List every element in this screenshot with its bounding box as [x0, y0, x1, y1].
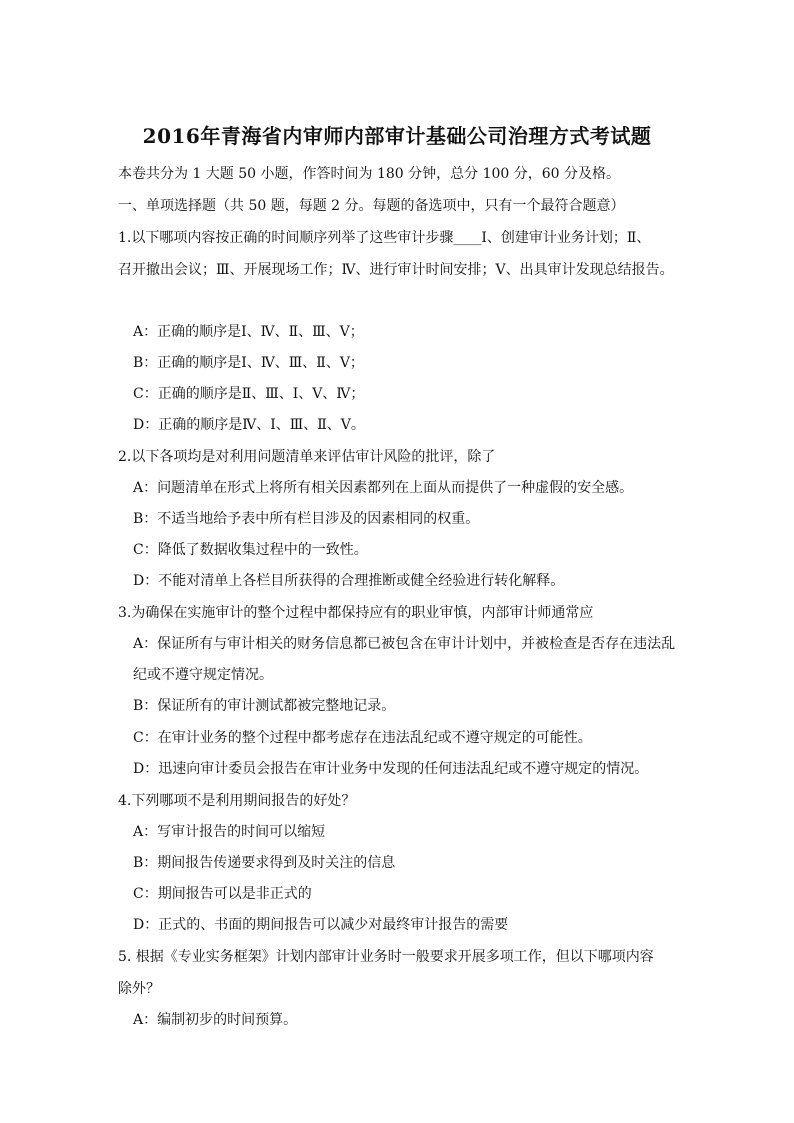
question-4-option-d: D：正式的、书面的期间报告可以减少对最终审计报告的需要: [133, 917, 509, 933]
question-1-option-b: B：正确的顺序是Ⅰ、Ⅳ、Ⅲ、Ⅱ、Ⅴ；: [133, 355, 364, 371]
question-2-option-c: C：降低了数据收集过程中的一致性。: [133, 542, 368, 558]
question-3-stem: 3.为确保在实施审计的整个过程中都保持应有的职业审慎，内部审计师通常应: [118, 605, 594, 621]
question-4-option-a: A：写审计报告的时间可以缩短: [133, 824, 326, 840]
question-5-stem-line-2: 除外？: [118, 981, 160, 997]
question-1-option-d: D：正确的顺序是Ⅳ、Ⅰ、Ⅲ、Ⅱ、Ⅴ。: [133, 417, 365, 433]
question-1-option-a: A：正确的顺序是Ⅰ、Ⅳ、Ⅱ、Ⅲ、Ⅴ；: [133, 324, 364, 340]
question-3-option-c: C：在审计业务的整个过程中都考虑存在违法乱纪或不遵守规定的可能性。: [133, 730, 592, 746]
question-2-option-a: A：问题清单在形式上将所有相关因素都列在上面从而提供了一种虚假的安全感。: [133, 480, 634, 496]
question-2-stem: 2.以下各项均是对利用问题清单来评估审计风险的批评，除了: [118, 449, 496, 465]
question-4-option-b: B：期间报告传递要求得到及时关注的信息: [133, 855, 396, 871]
question-2-option-b: B：不适当地给予表中所有栏目涉及的因素相同的权重。: [133, 511, 480, 527]
question-1-option-c: C：正确的顺序是Ⅱ、Ⅲ、Ⅰ、Ⅴ、Ⅳ；: [133, 386, 365, 402]
question-3-option-b: B：保证所有的审计测试都被完整地记录。: [133, 698, 396, 714]
question-1-stem-line-1: 1.以下哪项内容按正确的时间顺序列举了这些审计步骤____Ⅰ、创建审计业务计划；Ⅱ、: [118, 230, 651, 246]
question-5-stem-line-1: 5. 根据《专业实务框架》计划内部审计业务时一般要求开展多项工作，但以下哪项内容: [118, 949, 654, 965]
question-2-option-d: D：不能对清单上各栏目所获得的合理推断或健全经验进行转化解释。: [133, 573, 565, 589]
document-title: 2016年青海省内审师内部审计基础公司治理方式考试题: [142, 124, 652, 148]
question-3-option-a: A：保证所有与审计相关的财务信息都已被包含在审计计划中，并被检查是否存在违法乱: [133, 636, 676, 652]
question-3-option-a-continued: 纪或不遵守规定情况。: [133, 667, 273, 683]
question-3-option-d: D：迅速向审计委员会报告在审计业务中发现的任何违法乱纪或不遵守规定的情况。: [133, 761, 649, 777]
section-heading: 一、单项选择题（共 50 题，每题 2 分。每题的备选项中，只有一个最符合题意）: [118, 198, 625, 214]
exam-intro: 本卷共分为 1 大题 50 小题，作答时间为 180 分钟，总分 100 分，60 分及格。: [118, 166, 621, 182]
question-5-option-a: A：编制初步的时间预算。: [133, 1012, 298, 1028]
question-4-option-c: C：期间报告可以是非正式的: [133, 886, 312, 902]
question-1-stem-line-2: 召开撤出会议；Ⅲ、开展现场工作；Ⅳ、进行审计时间安排；Ⅴ、出具审计发现总结报告。: [118, 262, 674, 278]
question-4-stem: 4.下列哪项不是利用期间报告的好处？: [118, 793, 356, 809]
